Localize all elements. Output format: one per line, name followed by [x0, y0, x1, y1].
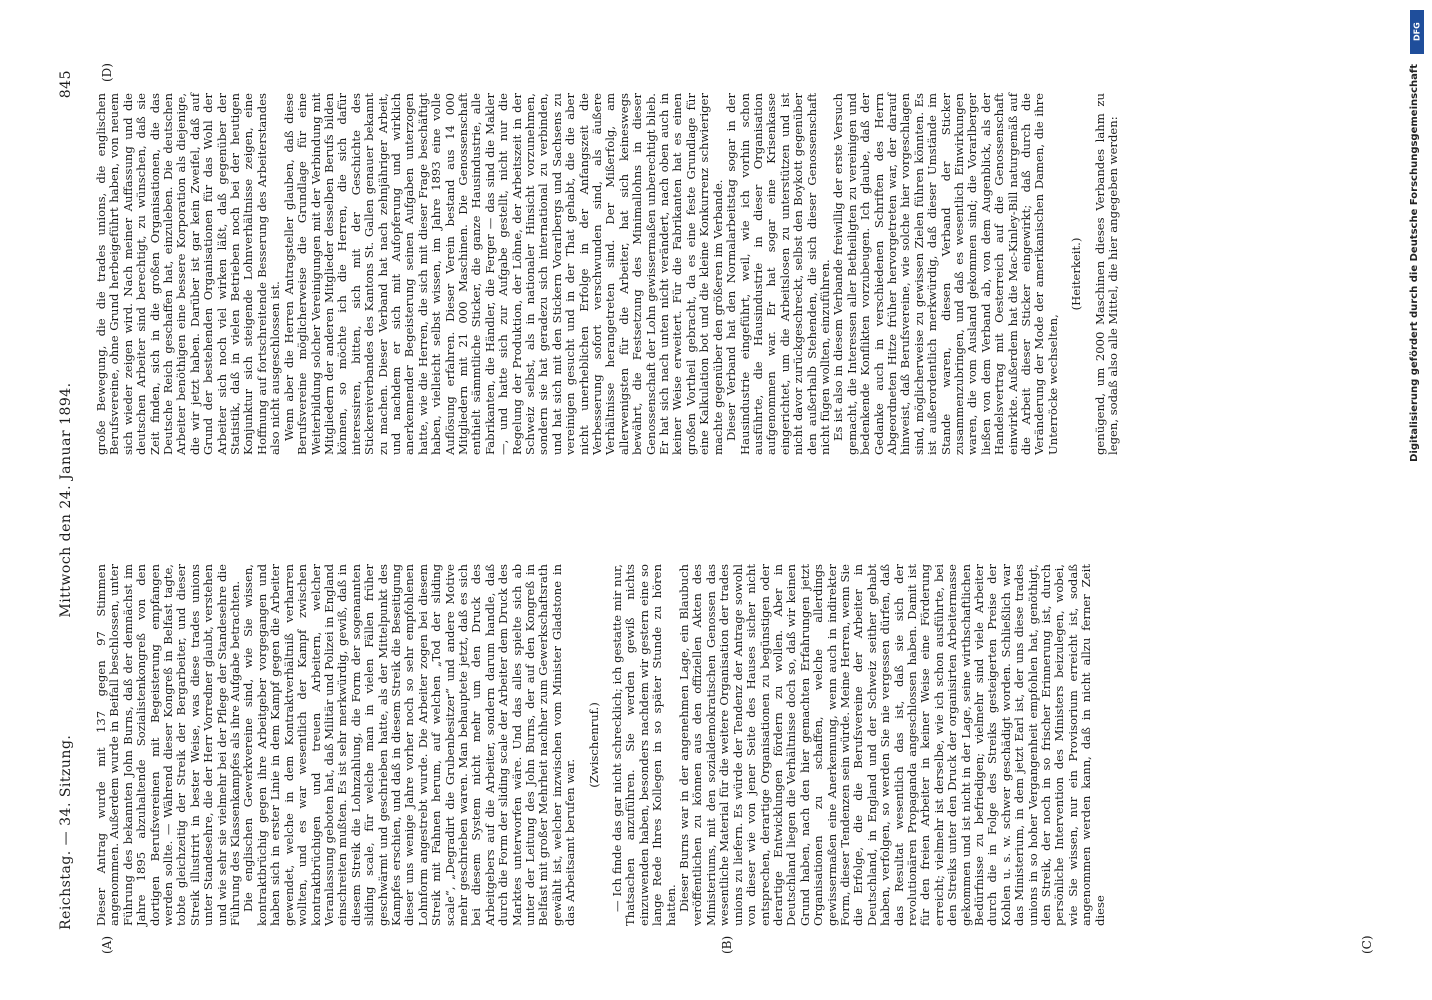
right-column	[95, 93, 1120, 455]
dfg-logo: DFG	[1410, 10, 1424, 54]
right-paragraph-2: Wenn aber die Herren Antragsteller glauben, daß diese Berufsvereine möglicherweise die Grundlage für eine Weiterbildung solcher Vereinigungen mit der Verbindung mit Mitgliedern der anderen Mitglieder desselben Berufs bilden können, so möchte ich die Herren, die sich dafür interessiren, bitten, sich mit der Geschichte des Stickereiverbandes des Kantons St. Gallen genauer bekannt zu machen. Dieser Verband hat nach zehnjähriger Arbeit, und nachdem er sich mit Aufopferung und wirklich anerkennender Begeisterung seinen Aufgaben unterzogen hatte, wie die Herren, die sich mit dieser Frage beschäftigt haben, vielleicht selbst wissen, im Jahre 1893 eine volle Auflösung erfahren. Dieser Verein bestand aus 14 000 Mitgliedern mit 21 000 Maschinen. Die Genossenschaft enthielt sämmtliche Sticker, die ganze Hausindustrie, alle Fabrikanten, die Händler, die Ferger — das sind die Makler —, und hatte sich zur Aufgabe gestellt, nicht nur die Regelung der Produktion, der Löhne, der Arbeitszeit in der Schweiz selbst, als in nationaler Hinsicht vorzunehmen, sondern sie hat geradezu sich international zu verbinden, und hat sich mit den Stickern Vorarlbergs und Sachsens zu vereinigen gesucht und in der That gehabt, die die aber nicht unerheblichen Erfolge in der Anfangszeit die Verbesserung sofort verschwunden sind, als äußere Verhältnisse herangetreten sind. Der Mißerfolg, am allerwenigsten für die Arbeiter, hat sich keineswegs bewährt, die Festsetzung des Minimallohns in dieser Genossenschaft der Lohn gewissermaßen unberechtigt blieb. Er hat sich nach unten nicht verändert, nach oben auch in keiner Weise erweitert. Für die Fabrikanten hat es einen großen Vortheil gebracht, da es eine feste Grundlage für eine Kalkulation bot und die kleine Konkurrenz schwieriger machte gegenüber den größeren im Verbande.	[281, 93, 725, 455]
left-paragraph-3: — Ich finde das gar nicht schrecklich; ich gestatte mir nur, Thatsachen anzuführen. Sie werden gewiß nichts einzuwenden haben, besonders nachdem wir gestern eine so lange Rede Ihres Kollegen in so später Stunde zu hören hatten.	[610, 564, 678, 926]
left-paragraph-1: Dieser Antrag wurde mit 137 gegen 97 Stimmen angenommen. Außerdem wurde in Beifall beschlossen, unter Führung des bekannten John Burns, daß der demnächst im Jahre 1895 abzuhaltende Sozialistenkongreß von den dortigen Berufsvereinen mit Begeisterung empfangen werden sollte. — Während dieser Kongreß in Belfast tagte, tobte gleichzeitig der Streik der Bergarbeiter, und dieser Streik illustrirt in bester Weise, was diese trades unions unter Standesehre, die der Herr Vorredner glaubt, verstehen und wie sehr sie vielmehr bei der Pflege der Standesehre die Führung des Klassenkampfes als ihre Aufgabe betrachten.	[94, 564, 243, 926]
right-paragraph-4: Es ist also in diesem Verbande freiwillig der erste Versuch gemacht, die Interessen aller Betheiligten zu vereinigen und bedenkende Konflikten vorzubeugen. Ich glaube, daß der Gedanke auch in verschiedenen Schriften des Herrn Abgeordneten Hitze früher hervorgetreten war, der darauf hinweist, daß Berufsvereine, wie solche hier vorgeschlagen sind, möglicherweise zu gewissen Zielen führen könnten. Es ist außerordentlich merkwürdig, daß dieser Umstände im Stande waren, diesen Verband der Sticker zusammenzubringen, und daß es wesentlich Einwirkungen waren, die vom Ausland gekommen sind; die Vorarlberger ließen von dem Verband ab, von dem Augenblick, als der Handelsvertrag mit Oesterreich auf die Genossenschaft einwirkte. Außerdem hat die Mac-Kinley-Bill naturgemäß auf die Arbeit dieser Sticker eingewirkt; daß durch die Veränderung der Mode der amerikanischen Damen, die ihre Unterröcke wechselten,	[831, 93, 1060, 455]
header-page-number: 845	[58, 70, 74, 99]
left-paragraph-2: Die englischen Gewerkvereine sind, wie Sie wissen, kontraktbrüchig gegen ihre Arbeitgeber vorgegangen und haben sich in erster Linie in dem Kampf gegen die Arbeiter gewendet, welche in dem Kontraktverhältniß verharren wollten, und es war wesentlich der Kampf zwischen kontraktbrüchigen und treuen Arbeitern, welcher Veranlassung geboten hat, daß Militär und Polizei in England einschreiten mußten. Es ist sehr merkwürdig, gewiß, daß in diesem Streik die Lohnzahlung, die Form der sogenannten sliding scale, für welche man in vielen Fällen früher geschwärmt und geschrieben hatte, als der Mittelpunkt des Kampfes erschien, und daß in diesem Streik die Beseitigung dieser uns wenige Jahre vorher noch so sehr empfohlenen Lohnform angestrebt wurde. Die Arbeiter zogen bei diesem Streik mit Fahnen herum, auf welchen „Tod der sliding scale“, „Degradirt die Grubenbesitzer“ und andere Motive mehr geschrieben waren. Man behauptete jetzt, daß es sich bei diesem System nicht mehr um den Druck des Arbeitgebers auf die Arbeiter, sondern darum handle, daß durch die Form der sliding scale der Arbeiter dem Druck des Marktes unterworfen wäre. Und das alles spielte sich ab unter der Leitung des John Burns, der auf den Kongreß in Belfast mit großer Mehrheit nachher zum Gewerkschaftsrath gewählt ist, welcher inzwischen vom Minister Gladstone in das Arbeitsamt berufen war.	[241, 564, 578, 926]
laughter-note: (Heiterkeit.)	[1069, 237, 1084, 311]
header-left-title: Reichstag. — 34. Sitzung.	[58, 734, 74, 930]
header-date: Mittwoch den 24. Januar 1894.	[58, 382, 74, 618]
right-paragraph-3: Dieser Verband hat den Normalarbeitstag sogar in der Hausindustrie eingeführt, weil, wie ich vorhin schon ausführte, die Hausindustrie in dieser Organisation aufgenommen war. Er hat sogar eine Krisenkasse eingerichtet, um die Arbeitslosen zu unterstützen und ist nicht davor zurückgeschreckt, selbst den Boykott gegenüber den außerhalb Stehenden, die sich dieser Genossenschaft nicht fügen wollten, einzuführen.	[724, 93, 832, 455]
interjection: (Zwischenruf.)	[586, 702, 601, 788]
margin-mark-b: (B)	[720, 935, 734, 954]
right-paragraph-1: große Bewegung, die die trades unions, die englischen Berufsvereine, ohne Grund herbeigeführt haben, von neuem sich wieder zeigen wird. Nach meiner Auffassung und die deutschen Arbeiter sind berechtigt, zu wünschen, daß sie Zeit finden, sich in die großen Organisationen, die das Deutsche Reich geschaffen hat, einzuleben. Die deutschen Arbeiter benöthigen eine bessere Korporation als diejenige, die wir jetzt haben. Darüber ist gar kein Zweifel, daß auf Grund der bestehenden Organisationen für das Wohl der Arbeiter sich noch viel wirken läßt, daß gegenüber der Statistik, daß in vielen Betrieben noch bei der heutigen Konjunktur sich steigende Lohnverhältnisse zeigen, eine Hoffnung auf fortschreitende Besserung des Arbeiterstandes also nicht ausgeschlossen ist.	[94, 93, 283, 455]
left-column	[95, 564, 1107, 926]
left-paragraph-4: Dieser Burns war in der angenehmen Lage, ein Blaubuch veröffentlichen zu können aus den offiziellen Akten des Ministeriums, mit den sozialdemokratischen Genossen das wesentliche Material für die weitere Organisation der trades unions zu liefern. Es würde der Tendenz der Antrage sowohl von dieser wie von jener Seite des Hauses sicher nicht entsprechen, derartige Organisationen zu begünstigen oder derartige Entwicklungen fördern zu wollen. Aber in Deutschland liegen die Verhältnisse doch so, daß wir keinen Grund haben, nach den hier gemachten Erfahrungen jetzt Organisationen zu schaffen, welche allerdings gewissermaßen eine Anerkennung, wenn auch in indirekter Form, dieser Tendenzen sein würde. Meine Herren, wenn Sie die Erfolge, die die Berufsvereine der Arbeiter in Deutschland, in England und der Schweiz seither gehabt haben, verfolgen, so werden Sie nie vergessen dürfen, daß das Resultat wesentlich das ist, daß sie sich der revolutionären Propaganda angeschlossen haben. Damit ist für den freien Arbeiter in keiner Weise eine Förderung erreicht; vielmehr ist derselbe, wie ich schon ausführte, bei den Streiks unter den Druck der organisirten Arbeitermasse gekommen und ist nicht in der Lage, seine wirthschaftlichen Bedürfnisse zu befriedigen; vielmehr sind viele Arbeiter durch die in Folge des Streiks gesteigerten Preise der Kohlen u. s. w. schwer geschädigt worden. Schließlich war das Ministerium, in dem jetzt Earl ist, der uns diese trades unions in so hoher Vergangenheit empfohlen hat, genöthigt, den Streik, der noch in so frischer Erinnerung ist, durch persönliche Intervention des Ministers beizulegen, wobei, wie Sie wissen, nur ein Provisorium erreicht ist, sodaß angenommen werden kann, daß in nicht allzu ferner Zeit diese	[677, 564, 1107, 926]
margin-mark-d: (D)	[100, 63, 114, 82]
right-paragraph-5: genügend, um 2000 Maschinen dieses Verbandes lahm zu legen, sodaß also alle Mittel, die hier angegeben werden:	[1092, 93, 1121, 455]
margin-mark-a: (A)	[100, 935, 114, 954]
page-header	[52, 70, 82, 930]
digitization-credit: Digitalisierung gefördert durch die Deutsche Forschungsgemeinschaft	[1409, 64, 1420, 462]
margin-mark-c: (C)	[1360, 935, 1374, 954]
digitization-stamp	[1404, 4, 1430, 996]
